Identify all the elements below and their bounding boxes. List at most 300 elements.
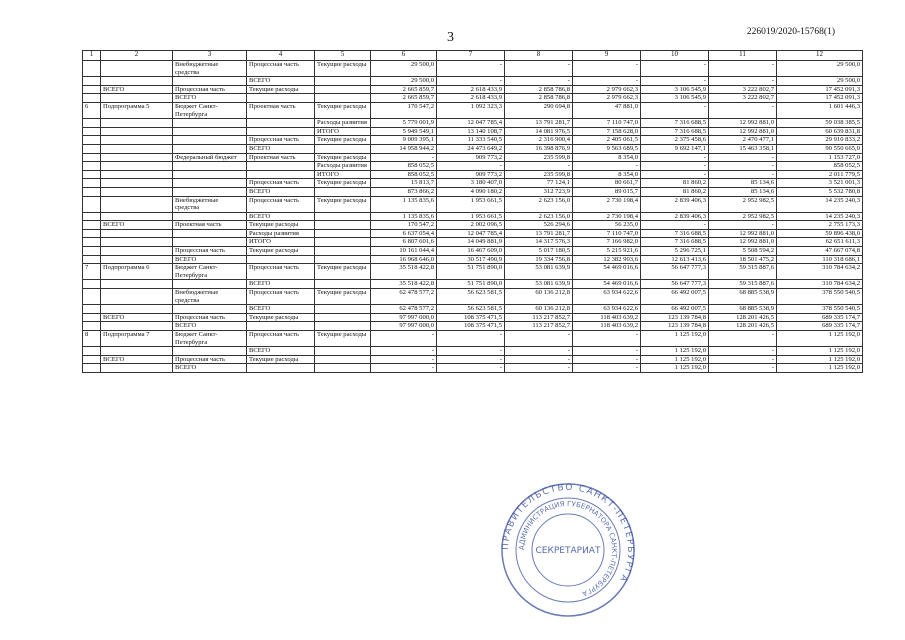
col-header: 8 — [505, 51, 573, 61]
value-cell: 90 550 665,0 — [777, 144, 863, 153]
cell-c1 — [83, 364, 101, 373]
cell-c2 — [101, 280, 173, 289]
value-cell: 858 052,5 — [371, 162, 437, 171]
cell-c3 — [173, 77, 247, 86]
value-cell: 13 140 108,7 — [437, 127, 505, 136]
value-cell: 2 618 433,9 — [437, 94, 505, 103]
value-cell: - — [505, 347, 573, 356]
value-cell: 1 953 661,5 — [437, 212, 505, 221]
value-cell: 1 125 192,0 — [641, 355, 709, 364]
value-cell: 858 052,5 — [371, 170, 437, 179]
value-cell: 2 375 458,6 — [641, 136, 709, 145]
cell-c2: ВСЕГО — [101, 355, 173, 364]
cell-c2 — [101, 144, 173, 153]
value-cell: - — [437, 331, 505, 347]
cell-c4: Процессная часть — [247, 61, 315, 77]
cell-c4: Процессная часть — [247, 264, 315, 280]
cell-c1 — [83, 179, 101, 188]
cell-c3: Внебюджетные средства — [173, 196, 247, 212]
value-cell: 19 334 756,8 — [505, 255, 573, 264]
cell-c4: ВСЕГО — [247, 280, 315, 289]
table-row — [83, 196, 863, 212]
value-cell: 118 403 639,2 — [573, 322, 641, 331]
value-cell: 89 015,7 — [573, 187, 641, 196]
value-cell: 29 500,0 — [777, 61, 863, 77]
cell-c1 — [83, 170, 101, 179]
svg-text:АДМИНИСТРАЦИЯ ГУБЕРНАТОРА САНК — [518, 500, 618, 598]
value-cell: 2 839 406,3 — [641, 196, 709, 212]
value-cell: 1 135 835,6 — [371, 196, 437, 212]
cell-c1 — [83, 255, 101, 264]
value-cell: 85 134,6 — [709, 187, 777, 196]
cell-c2 — [101, 305, 173, 314]
value-cell: - — [437, 355, 505, 364]
value-cell: 2 979 662,3 — [573, 94, 641, 103]
cell-c4: Текущие расходы — [247, 355, 315, 364]
value-cell: 15 463 358,1 — [709, 144, 777, 153]
value-cell: 118 403 639,2 — [573, 313, 641, 322]
value-cell: 14 235 240,3 — [777, 212, 863, 221]
stamp-outer-text: ПРАВИТЕЛЬСТВО САНКТ-ПЕТЕРБУРГА — [500, 482, 636, 585]
cell-c1 — [83, 313, 101, 322]
value-cell: 29 910 833,2 — [777, 136, 863, 145]
value-cell: - — [641, 61, 709, 77]
col-header: 12 — [777, 51, 863, 61]
cell-c5: Текущие расходы — [315, 196, 371, 212]
table-row — [83, 94, 863, 103]
value-cell: 113 217 852,7 — [505, 313, 573, 322]
cell-c3: ВСЕГО — [173, 364, 247, 373]
cell-c3: Бюджет Санкт-Петербурга — [173, 102, 247, 118]
value-cell: - — [709, 102, 777, 118]
cell-c4: Процессная часть — [247, 289, 315, 305]
cell-c4: ИТОГО — [247, 238, 315, 247]
value-cell: - — [437, 61, 505, 77]
cell-c4: Текущие расходы — [247, 85, 315, 94]
cell-c3: Бюджет Санкт-Петербурга — [173, 331, 247, 347]
value-cell: 77 124,1 — [505, 179, 573, 188]
value-cell: 54 469 016,6 — [573, 280, 641, 289]
value-cell: - — [573, 162, 641, 171]
table-row — [83, 153, 863, 162]
value-cell: - — [709, 153, 777, 162]
value-cell: 63 934 622,6 — [573, 289, 641, 305]
value-cell: 170 547,2 — [371, 102, 437, 118]
cell-c1: 8 — [83, 331, 101, 347]
value-cell: 2 839 406,3 — [641, 212, 709, 221]
document-id: 226019/2020-15768(1) — [746, 27, 835, 37]
value-cell: - — [573, 355, 641, 364]
value-cell: 62 478 577,2 — [371, 305, 437, 314]
cell-c3: Внебюджетные средства — [173, 289, 247, 305]
value-cell: 1 125 192,0 — [641, 364, 709, 373]
value-cell: 312 723,9 — [505, 187, 573, 196]
value-cell: 12 992 881,0 — [709, 229, 777, 238]
cell-c4: ВСЕГО — [247, 347, 315, 356]
value-cell: 7 166 982,0 — [573, 238, 641, 247]
value-cell: - — [573, 347, 641, 356]
value-cell: 16 467 609,0 — [437, 247, 505, 256]
table-row — [83, 280, 863, 289]
value-cell: 56 623 581,5 — [437, 289, 505, 305]
cell-c4: Текущие расходы — [247, 247, 315, 256]
cell-c1: 6 — [83, 102, 101, 118]
value-cell: 17 452 091,3 — [777, 94, 863, 103]
cell-c2 — [101, 289, 173, 305]
value-cell: 81 860,2 — [641, 179, 709, 188]
value-cell: - — [709, 162, 777, 171]
value-cell: - — [709, 221, 777, 230]
value-cell: 16 968 646,0 — [371, 255, 437, 264]
value-cell: 3 222 802,7 — [709, 94, 777, 103]
cell-c3 — [173, 347, 247, 356]
value-cell: 66 492 007,5 — [641, 289, 709, 305]
table-row — [83, 187, 863, 196]
cell-c5 — [315, 85, 371, 94]
cell-c3: ВСЕГО — [173, 255, 247, 264]
cell-c2 — [101, 136, 173, 145]
cell-c2 — [101, 153, 173, 162]
cell-c3: ВСЕГО — [173, 322, 247, 331]
value-cell: - — [371, 153, 437, 162]
value-cell: 108 375 471,5 — [437, 322, 505, 331]
table-row — [83, 170, 863, 179]
value-cell: 12 047 785,4 — [437, 229, 505, 238]
value-cell: 51 751 890,0 — [437, 264, 505, 280]
cell-c5: Текущие расходы — [315, 136, 371, 145]
cell-c4: ВСЕГО — [247, 187, 315, 196]
value-cell: - — [573, 61, 641, 77]
value-cell: 378 550 540,5 — [777, 305, 863, 314]
cell-c5 — [315, 355, 371, 364]
table-row — [83, 136, 863, 145]
value-cell: 51 751 890,0 — [437, 280, 505, 289]
value-cell: 59 315 887,6 — [709, 280, 777, 289]
value-cell: 56 623 581,5 — [437, 305, 505, 314]
cell-c5 — [315, 77, 371, 86]
cell-c5: Расходы развития — [315, 119, 371, 128]
value-cell: 18 501 475,2 — [709, 255, 777, 264]
value-cell: 2 623 156,0 — [505, 196, 573, 212]
cell-c2 — [101, 364, 173, 373]
value-cell: - — [371, 355, 437, 364]
value-cell: 85 134,6 — [709, 179, 777, 188]
cell-c2 — [101, 77, 173, 86]
cell-c3 — [173, 119, 247, 128]
cell-c1 — [83, 136, 101, 145]
cell-c2 — [101, 212, 173, 221]
cell-c3 — [173, 187, 247, 196]
value-cell: 14 317 576,3 — [505, 238, 573, 247]
value-cell: 3 222 802,7 — [709, 85, 777, 94]
value-cell: 13 791 281,7 — [505, 119, 573, 128]
table-row — [83, 264, 863, 280]
value-cell: 909 773,2 — [437, 170, 505, 179]
value-cell: 2 665 859,7 — [371, 94, 437, 103]
value-cell: 2 755 173,3 — [777, 221, 863, 230]
cell-c3 — [173, 280, 247, 289]
value-cell: 2 665 859,7 — [371, 85, 437, 94]
value-cell: 56 647 777,3 — [641, 264, 709, 280]
cell-c4: Проектная часть — [247, 153, 315, 162]
value-cell: 24 473 649,2 — [437, 144, 505, 153]
cell-c3 — [173, 179, 247, 188]
cell-c4: Текущие расходы — [247, 221, 315, 230]
cell-c1 — [83, 85, 101, 94]
cell-c3: Бюджет Санкт-Петербурга — [173, 264, 247, 280]
cell-c2 — [101, 94, 173, 103]
table-row — [83, 247, 863, 256]
value-cell: 53 081 639,9 — [505, 264, 573, 280]
value-cell: 123 139 784,8 — [641, 322, 709, 331]
cell-c2 — [101, 322, 173, 331]
value-cell: - — [641, 162, 709, 171]
value-cell: 526 294,6 — [505, 221, 573, 230]
value-cell: 14 049 881,9 — [437, 238, 505, 247]
cell-c2 — [101, 238, 173, 247]
cell-c5: Текущие расходы — [315, 331, 371, 347]
cell-c5: Текущие расходы — [315, 289, 371, 305]
cell-c2: ВСЕГО — [101, 85, 173, 94]
cell-c1 — [83, 187, 101, 196]
value-cell: 108 375 471,5 — [437, 313, 505, 322]
value-cell: 14 235 240,3 — [777, 196, 863, 212]
value-cell: 1 125 192,0 — [641, 347, 709, 356]
cell-c5: Текущие расходы — [315, 61, 371, 77]
cell-c4: Расходы развития — [247, 229, 315, 238]
cell-c4 — [247, 94, 315, 103]
value-cell: - — [573, 331, 641, 347]
value-cell: - — [371, 347, 437, 356]
value-cell: 35 518 422,8 — [371, 280, 437, 289]
value-cell: - — [371, 364, 437, 373]
col-header: 1 — [83, 51, 101, 61]
value-cell: - — [709, 355, 777, 364]
value-cell: 128 201 426,5 — [709, 313, 777, 322]
value-cell: 12 382 903,6 — [573, 255, 641, 264]
value-cell: 14 081 976,5 — [505, 127, 573, 136]
value-cell: 2 730 198,4 — [573, 212, 641, 221]
cell-c3 — [173, 229, 247, 238]
value-cell: - — [505, 77, 573, 86]
cell-c2 — [101, 187, 173, 196]
cell-c5 — [315, 322, 371, 331]
table-row — [83, 61, 863, 77]
cell-c5 — [315, 247, 371, 256]
cell-c1: 7 — [83, 264, 101, 280]
cell-c5: Текущие расходы — [315, 153, 371, 162]
value-cell: 12 992 881,0 — [709, 119, 777, 128]
table-row — [83, 212, 863, 221]
value-cell: 13 791 281,7 — [505, 229, 573, 238]
value-cell: 62 478 577,2 — [371, 289, 437, 305]
value-cell: 1 135 835,6 — [371, 212, 437, 221]
cell-c4 — [247, 170, 315, 179]
cell-c5 — [315, 187, 371, 196]
cell-c2 — [101, 162, 173, 171]
cell-c1 — [83, 289, 101, 305]
value-cell: - — [437, 347, 505, 356]
cell-c2 — [101, 119, 173, 128]
table-row — [83, 221, 863, 230]
cell-c5 — [315, 94, 371, 103]
value-cell: - — [709, 77, 777, 86]
value-cell: 8 354,0 — [573, 153, 641, 162]
cell-c5 — [315, 280, 371, 289]
table-row — [83, 313, 863, 322]
cell-c5 — [315, 238, 371, 247]
value-cell: 4 090 180,2 — [437, 187, 505, 196]
table-row — [83, 255, 863, 264]
table-row — [83, 127, 863, 136]
value-cell: 110 318 686,1 — [777, 255, 863, 264]
value-cell: - — [641, 170, 709, 179]
cell-c5 — [315, 347, 371, 356]
cell-c2 — [101, 247, 173, 256]
value-cell: 1 601 446,3 — [777, 102, 863, 118]
cell-c1 — [83, 247, 101, 256]
value-cell: 68 885 538,9 — [709, 289, 777, 305]
table-row — [83, 229, 863, 238]
cell-c1 — [83, 322, 101, 331]
table-row — [83, 85, 863, 94]
cell-c3: Федеральный бюджет — [173, 153, 247, 162]
value-cell: - — [505, 331, 573, 347]
cell-c3 — [173, 305, 247, 314]
value-cell: 5 949 549,1 — [371, 127, 437, 136]
cell-c4: Процессная часть — [247, 136, 315, 145]
cell-c2 — [101, 127, 173, 136]
value-cell: 11 333 540,5 — [437, 136, 505, 145]
cell-c4: Процессная часть — [247, 331, 315, 347]
stamp-center-text: СЕКРЕТАРИАТ — [535, 546, 601, 556]
value-cell: 689 335 174,7 — [777, 322, 863, 331]
value-cell: 235 599,8 — [505, 170, 573, 179]
value-cell: 7 158 628,0 — [573, 127, 641, 136]
value-cell: 2 011 779,5 — [777, 170, 863, 179]
value-cell: 5 532 780,8 — [777, 187, 863, 196]
cell-c5 — [315, 221, 371, 230]
cell-c1 — [83, 229, 101, 238]
table-row — [83, 355, 863, 364]
col-header: 11 — [709, 51, 777, 61]
table-row — [83, 305, 863, 314]
cell-c4 — [247, 127, 315, 136]
table-row — [83, 364, 863, 373]
value-cell: 59 896 438,0 — [777, 229, 863, 238]
cell-c3: Проектная часть — [173, 221, 247, 230]
value-cell: - — [709, 61, 777, 77]
cell-c1 — [83, 94, 101, 103]
value-cell: 2 623 156,0 — [505, 212, 573, 221]
value-cell: 17 452 091,3 — [777, 85, 863, 94]
value-cell: 10 161 044,4 — [371, 247, 437, 256]
value-cell: 2 002 096,5 — [437, 221, 505, 230]
col-header: 5 — [315, 51, 371, 61]
cell-c3: Внебюджетные средства — [173, 61, 247, 77]
cell-c5: ИТОГО — [315, 170, 371, 179]
value-cell: 3 180 407,0 — [437, 179, 505, 188]
value-cell: 2 470 477,1 — [709, 136, 777, 145]
value-cell: 128 201 426,5 — [709, 322, 777, 331]
value-cell: - — [641, 221, 709, 230]
cell-c3: ВСЕГО — [173, 94, 247, 103]
svg-text:ПРАВИТЕЛЬСТВО САНКТ-ПЕТЕРБУРГА — [501, 483, 635, 584]
table-row — [83, 102, 863, 118]
value-cell: 2 405 061,5 — [573, 136, 641, 145]
cell-c4: Текущие расходы — [247, 313, 315, 322]
value-cell: - — [709, 364, 777, 373]
value-cell: 8 354,0 — [573, 170, 641, 179]
cell-c4 — [247, 364, 315, 373]
cell-c5: Расходы развития — [315, 162, 371, 171]
cell-c1 — [83, 305, 101, 314]
cell-c1 — [83, 127, 101, 136]
cell-c5 — [315, 313, 371, 322]
value-cell: 7 110 747,0 — [573, 119, 641, 128]
cell-c5 — [315, 305, 371, 314]
value-cell: 66 492 007,5 — [641, 305, 709, 314]
cell-c4: Проектная часть — [247, 102, 315, 118]
value-cell: - — [641, 153, 709, 162]
value-cell: 2 858 786,8 — [505, 94, 573, 103]
value-cell: 56 647 777,3 — [641, 280, 709, 289]
cell-c1 — [83, 153, 101, 162]
value-cell: 123 139 784,8 — [641, 313, 709, 322]
cell-c2 — [101, 229, 173, 238]
value-cell: 2 858 786,8 — [505, 85, 573, 94]
value-cell: - — [437, 364, 505, 373]
cell-c5: Текущие расходы — [315, 179, 371, 188]
value-cell: 15 813,7 — [371, 179, 437, 188]
cell-c3: Процессная часть — [173, 247, 247, 256]
value-cell: 7 316 688,5 — [641, 127, 709, 136]
cell-c2: ВСЕГО — [101, 221, 173, 230]
cell-c2 — [101, 255, 173, 264]
value-cell: 6 807 601,6 — [371, 238, 437, 247]
cell-c1 — [83, 212, 101, 221]
value-cell: - — [709, 347, 777, 356]
cell-c3 — [173, 162, 247, 171]
value-cell: - — [505, 364, 573, 373]
value-cell: 2 952 982,5 — [709, 196, 777, 212]
value-cell: 12 992 881,0 — [709, 238, 777, 247]
value-cell: - — [573, 364, 641, 373]
cell-c4: ВСЕГО — [247, 144, 315, 153]
value-cell: 6 637 054,4 — [371, 229, 437, 238]
value-cell: 63 934 622,6 — [573, 305, 641, 314]
cell-c4: ВСЕГО — [247, 77, 315, 86]
cell-c3: Процессная часть — [173, 313, 247, 322]
cell-c4: Процессная часть — [247, 196, 315, 212]
cell-c1 — [83, 280, 101, 289]
cell-c2 — [101, 179, 173, 188]
value-cell: 1 125 192,0 — [641, 331, 709, 347]
cell-c1 — [83, 77, 101, 86]
value-cell: 1 953 661,5 — [437, 196, 505, 212]
cell-c2: Подпрограмма 7 — [101, 331, 173, 347]
cell-c1 — [83, 61, 101, 77]
column-number-row — [83, 51, 863, 61]
stamp-inner-text: АДМИНИСТРАЦИЯ ГУБЕРНАТОРА САНКТ-ПЕТЕРБУРГА — [517, 499, 619, 598]
value-cell: 60 136 212,8 — [505, 305, 573, 314]
value-cell: 9 563 689,5 — [573, 144, 641, 153]
value-cell: 30 517 490,9 — [437, 255, 505, 264]
value-cell: 12 613 413,6 — [641, 255, 709, 264]
value-cell: 858 052,5 — [777, 162, 863, 171]
cell-c5 — [315, 255, 371, 264]
value-cell: - — [709, 170, 777, 179]
